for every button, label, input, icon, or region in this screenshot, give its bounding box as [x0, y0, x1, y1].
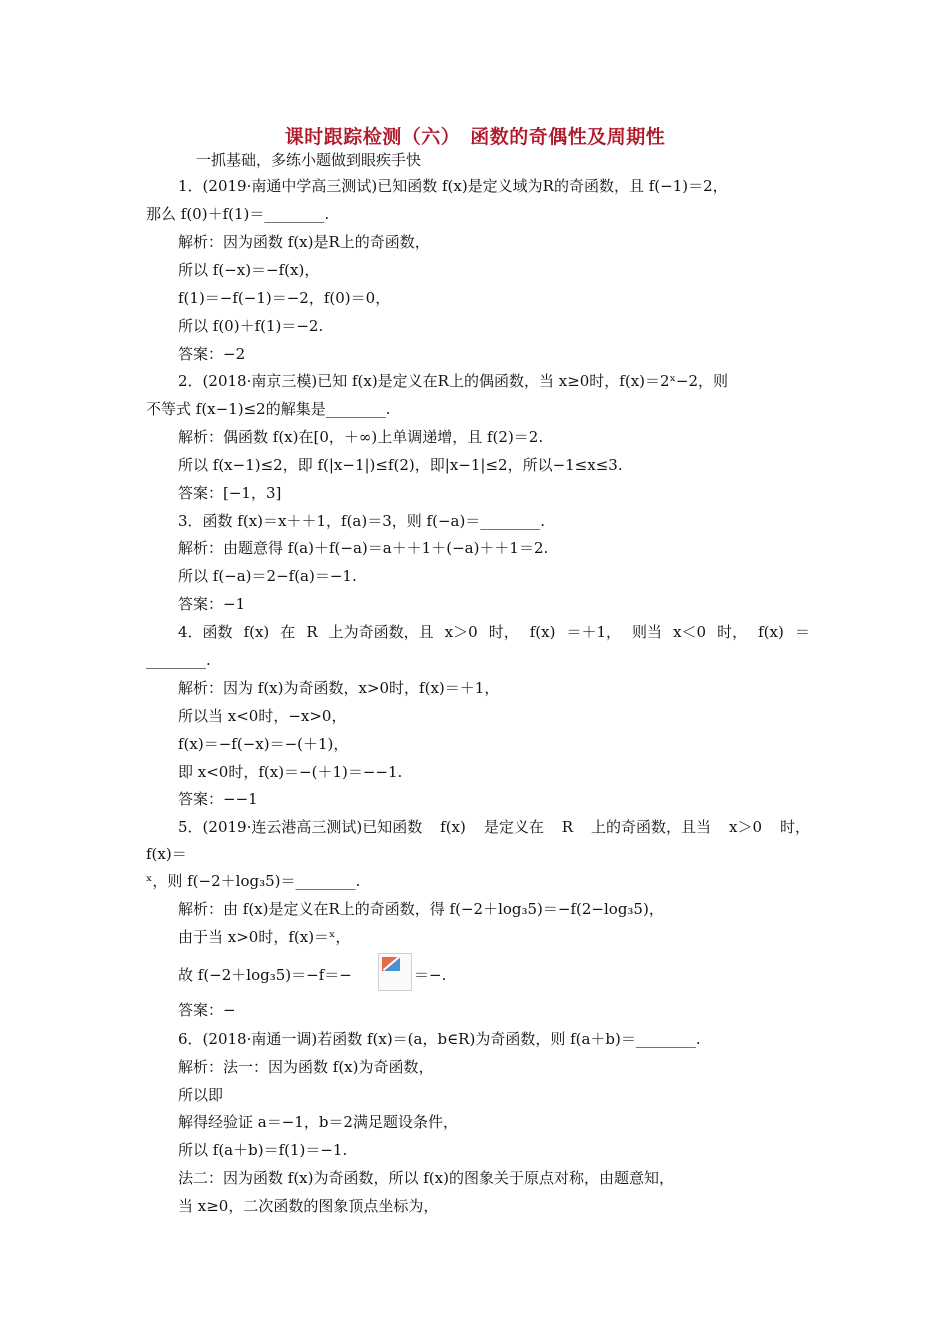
- q4-part: 时，: [488, 623, 519, 641]
- q2-stem-line2: 不等式 f(x−1)≤2的解集是________.: [146, 400, 391, 418]
- q4-solution-line1: 解析：因为 f(x)为奇函数，x>0时，f(x)＝＋1，: [178, 679, 500, 697]
- q3-solution-line2: 所以 f(−a)＝2−f(a)＝−1.: [178, 567, 357, 585]
- q6-stem: 6．(2018·南通一调)若函数 f(x)＝(a，b∈R)为奇函数，则 f(a＋b)＝________.: [178, 1030, 701, 1048]
- q4-solution-line2: 所以当 x<0时，−x>0，: [178, 707, 347, 725]
- q6-solution-line4: 所以 f(a＋b)＝f(1)＝−1.: [178, 1141, 348, 1159]
- q4-part: R: [306, 623, 318, 641]
- q4-part: 4．函数: [178, 623, 233, 641]
- q5-solution-line2: 由于当 x>0时，f(x)＝ˣ，: [178, 928, 351, 946]
- q6-solution-line5: 法二：因为函数 f(x)为奇函数，所以 f(x)的图象关于原点对称，由题意知，: [178, 1169, 674, 1187]
- q6-solution-line1: 解析：法一：因为函数 f(x)为奇函数，: [178, 1058, 434, 1076]
- q5-part: R: [561, 818, 574, 836]
- q2-stem-line1: 2．(2018·南京三模)已知 f(x)是定义在R上的偶函数，当 x≥0时，f(x)＝2ˣ−2，则: [178, 372, 729, 390]
- q4-part: ＝: [794, 623, 810, 641]
- q5-stem-line3: ˣ，则 f(−2＋log₃5)＝________.: [146, 872, 361, 890]
- q2-solution-line1: 解析：偶函数 f(x)在[0，＋∞)上单调递增，且 f(2)＝2.: [178, 428, 544, 446]
- q3-answer: 答案：−1: [178, 595, 246, 613]
- q4-part: 在: [280, 623, 296, 641]
- q5-stem-line1: [178, 817, 810, 837]
- q5-answer: 答案：−: [178, 1001, 236, 1019]
- broken-image-icon: [378, 953, 412, 991]
- q4-solution-line3: f(x)＝−f(−x)＝−(＋1)，: [178, 735, 349, 753]
- q4-part: f(x): [529, 623, 556, 641]
- q4-part: x＞0: [444, 623, 478, 641]
- q2-solution-line2: 所以 f(x−1)≤2，即 f(|x−1|)≤f(2)，即|x−1|≤2，所以−1≤x≤3.: [178, 456, 623, 474]
- section-heading: 一抓基础，多练小题做到眼疾手快: [196, 151, 422, 169]
- q5-part: 5．(2019·连云港高三测试)已知函数: [178, 818, 423, 836]
- q2-answer: 答案：[−1，3]: [178, 484, 282, 502]
- q1-answer: 答案：−2: [178, 345, 246, 363]
- q4-part: f(x): [243, 623, 270, 641]
- q1-solution-line2: 所以 f(−x)＝−f(x)，: [178, 261, 320, 279]
- q4-part: ＝＋1，: [566, 623, 622, 641]
- q1-solution-line3: f(1)＝−f(−1)＝−2，f(0)＝0，: [178, 289, 391, 307]
- q5-part: f(x): [440, 818, 466, 836]
- q5-part: 时，: [779, 818, 810, 836]
- q5-part: 是定义在: [483, 818, 544, 836]
- q5-solution-line3-left: 故 f(−2＋log₃5)＝−f＝−: [178, 966, 352, 984]
- q5-part: x＞0: [729, 818, 763, 836]
- q5-solution-line3-right: ＝−.: [414, 966, 447, 984]
- q3-solution-line1: 解析：由题意得 f(a)＋f(−a)＝a＋＋1＋(−a)＋＋1＝2.: [178, 539, 549, 557]
- q5-stem-line2: f(x)＝: [146, 845, 187, 863]
- q5-solution-line1: 解析：由 f(x)是定义在R上的奇函数，得 f(−2＋log₃5)＝−f(2−log₃5)，: [178, 900, 664, 918]
- q4-part: 则当: [632, 623, 663, 641]
- q6-solution-line3: 解得经验证 a＝−1，b＝2满足题设条件，: [178, 1113, 458, 1131]
- q4-solution-line4: 即 x<0时，f(x)＝−(＋1)＝−−1.: [178, 763, 403, 781]
- q4-part: 上为奇函数，且: [328, 623, 434, 641]
- q1-solution-line1: 解析：因为函数 f(x)是R上的奇函数，: [178, 233, 430, 251]
- q1-stem-line1: 1．(2019·南通中学高三测试)已知函数 f(x)是定义域为R的奇函数，且 f(−1)＝2，: [178, 177, 728, 195]
- q4-stem-line2: ________.: [146, 651, 211, 669]
- q6-solution-line2: 所以即: [178, 1086, 224, 1104]
- q3-stem: 3．函数 f(x)＝x＋＋1，f(a)＝3，则 f(−a)＝________.: [178, 512, 546, 530]
- q4-stem-line1: [178, 622, 810, 642]
- q1-stem-line2: 那么 f(0)＋f(1)＝________.: [146, 205, 330, 223]
- q6-solution-line6: 当 x≥0，二次函数的图象顶点坐标为，: [178, 1197, 439, 1215]
- q4-answer: 答案：−−1: [178, 790, 258, 808]
- q4-part: x＜0: [673, 623, 707, 641]
- page-title: 课时跟踪检测（六） 函数的奇偶性及周期性: [284, 126, 666, 148]
- q5-part: 上的奇函数，且当: [591, 818, 712, 836]
- q1-solution-line4: 所以 f(0)＋f(1)＝−2.: [178, 317, 324, 335]
- q4-part: f(x): [758, 623, 784, 641]
- q4-part: 时，: [717, 623, 748, 641]
